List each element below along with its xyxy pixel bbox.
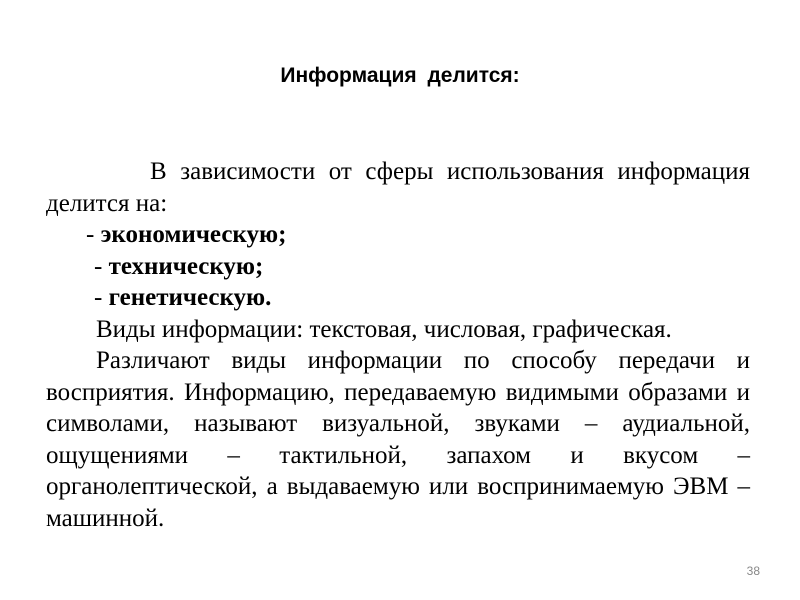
list-item: [46, 219, 750, 251]
list-item-dash: -: [86, 221, 101, 248]
slide-title: Информация делится:: [280, 64, 520, 87]
slide-content: [46, 156, 750, 534]
intro-paragraph: В зависимости от сферы использования информация делится на:: [46, 158, 750, 217]
list-item-label: техническую;: [108, 252, 264, 280]
list-item: [46, 282, 750, 314]
list-item-label: генетическую.: [108, 284, 272, 311]
list-item: [46, 251, 750, 283]
list-item-dash: -: [94, 252, 109, 280]
types-paragraph: Виды информации: текстовая, числовая, графическая.: [96, 315, 672, 343]
body-paragraph: Различают виды информации по способу передачи и восприятия. Информацию, передаваемую видимыми образами и символами, называют визуальной, звуками – аудиальной, ощущениями – тактильной, запахом и вкусом – органолептической, а выдаваемую или воспринимаемую ЭВМ – машинной.: [46, 347, 750, 532]
page-number: 38: [746, 564, 760, 578]
list-item-label: экономическую;: [100, 221, 287, 248]
list-item-dash: -: [94, 284, 109, 311]
